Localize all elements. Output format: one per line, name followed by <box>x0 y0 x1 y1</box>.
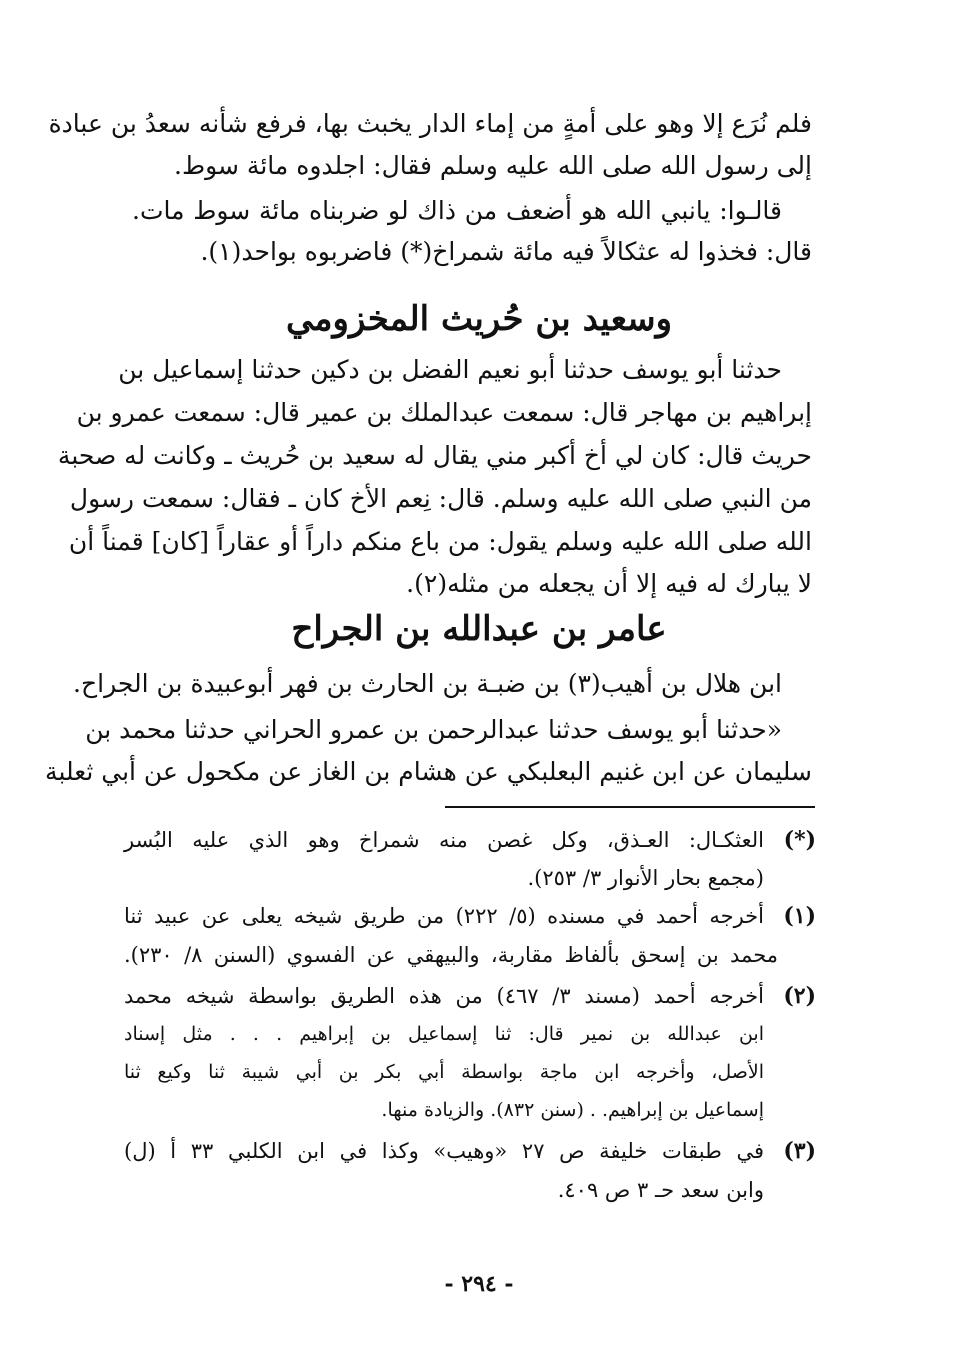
footnote-line: أخرجه أحمد في مسنده (٥/ ٢٢٢) من طريق شيخه يعلى عن عبيد ثنا <box>124 904 764 928</box>
footnote-line: إسماعيل بن إبراهيم. . (سنن ٨٣٢). والزيادة منها. <box>381 1099 764 1121</box>
section-heading: وسعيد بن حُريث المخزومي <box>285 299 673 339</box>
footnote-line: محمد بن إسحق بألفاظ مقاربة، والبيهقي عن الفسوي (السنن ٨/ ٢٣٠). <box>124 943 778 967</box>
footnote-line: في طبقات خليفة ص ٢٧ «وهيب» وكذا في ابن الكلبي ٣٣ أ (ل) <box>124 1139 764 1163</box>
body-line: قال: فخذوا له عثكالاً فيه مائة شمراخ(*) فاضربوه بواحد(١). <box>200 237 812 266</box>
body-line: ابن هلال بن أهيب(٣) بن ضبـة بن الحارث بن فهر أبوعبيدة بن الجراح. <box>73 669 782 698</box>
footnote-line: (مجمع بحار الأنوار ٣/ ٢٥٣). <box>527 866 764 890</box>
body-line: سليمان عن ابن غنيم البعلبكي عن هشام بن الغاز عن مكحول عن أبي ثعلبة <box>45 757 812 786</box>
footnote-separator <box>445 806 815 808</box>
page-number: - ٢٩٤ - <box>444 1271 514 1297</box>
body-line: حريث قال: كان لي أخ أكبر مني يقال له سعيد بن حُريث ـ وكانت له صحبة <box>57 441 812 470</box>
footnote-line: أخرجه أحمد (مسند ٣/ ٤٦٧) من هذه الطريق بواسطة شيخه محمد <box>124 984 764 1008</box>
footnote-line: ابن عبدالله بن نمير قال: ثنا إسماعيل بن إبراهيم . . . مثل إسناد <box>124 1023 764 1045</box>
body-line: حدثنا أبو يوسف حدثنا أبو نعيم الفضل بن دكين حدثنا إسماعيل بن <box>118 355 782 384</box>
footnote-line: وابن سعد حـ ٣ ص ٤٠٩. <box>557 1178 764 1202</box>
body-line: الله صلى الله عليه وسلم يقول: من باع منكم داراً أو عقاراً [كان] قمناً أن <box>68 527 812 556</box>
body-line: لا يبارك له فيه إلا أن يجعله من مثله(٢). <box>406 569 812 598</box>
body-line: إبراهيم بن مهاجر قال: سمعت عبدالملك بن عمير قال: سمعت عمرو بن <box>76 398 812 427</box>
body-line: فلم نُرَع إلا وهو على أمةٍ من إماء الدار يخبث بها، فرفع شأنه سعدُ بن عبادة <box>48 109 812 138</box>
body-line: إلى رسول الله صلى الله عليه وسلم فقال: اجلدوه مائة سوط. <box>174 151 812 180</box>
body-line: «حدثنا أبو يوسف حدثنا عبدالرحمن بن عمرو الحراني حدثنا محمد بن <box>85 715 782 744</box>
footnote-marker: (٣) <box>783 1138 816 1164</box>
footnote-marker: (٢) <box>783 983 816 1009</box>
body-line: قالـوا: يانبي الله هو أضعف من ذاك لو ضربناه مائة سوط مات. <box>132 196 782 225</box>
footnote-line: العثكـال: العـذق، وكل غصن منه شمراخ وهو الذي عليه البُسر <box>124 828 764 852</box>
footnote-line: الأصل، وأخرجه ابن ماجة بواسطة أبي بكر بن أبي شيبة ثنا وكيع ثنا <box>124 1061 764 1083</box>
footnote-marker: (١) <box>783 903 816 929</box>
footnote-marker: (*) <box>783 827 816 853</box>
section-heading: عامر بن عبدالله بن الجراح <box>291 609 667 649</box>
body-line: من النبي صلى الله عليه وسلم. قال: نِعم الأخ كان ـ فقال: سمعت رسول <box>69 484 812 513</box>
